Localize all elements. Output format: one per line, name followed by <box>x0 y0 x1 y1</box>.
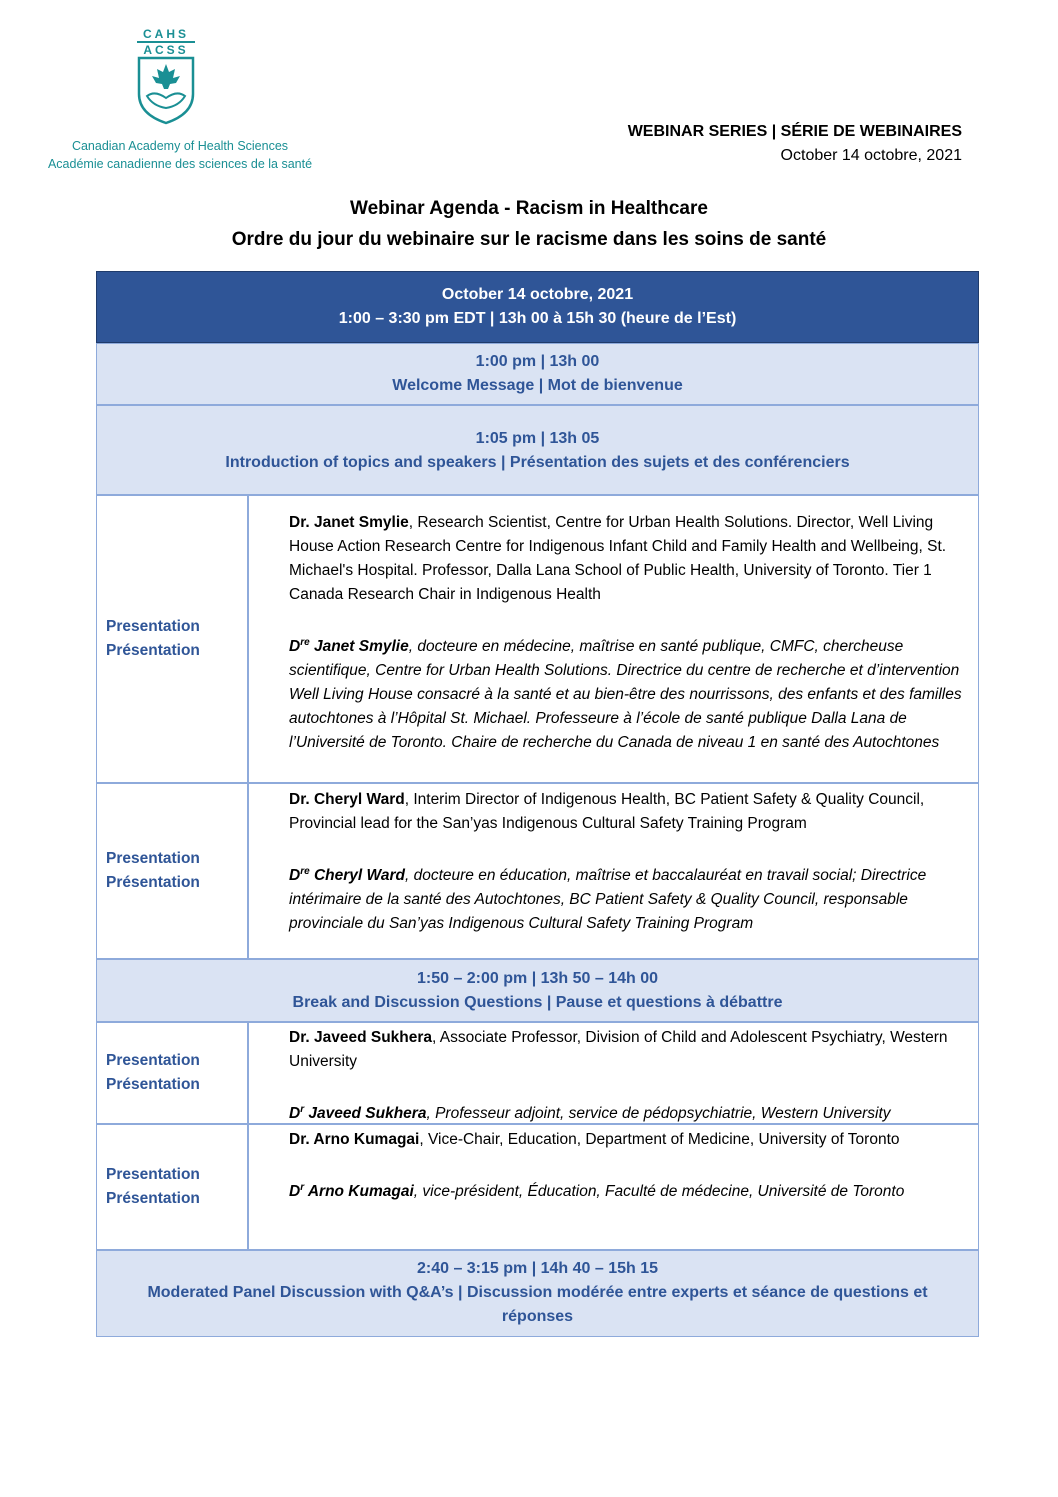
presentation-body <box>289 788 970 936</box>
speaker-name-en: Dr. Janet Smylie <box>289 514 409 531</box>
presentation-label-fr: Présentation <box>106 1076 200 1093</box>
logo-acronym-en: CAHS <box>142 27 190 41</box>
speaker-bio-fr <box>289 860 970 936</box>
presentation-label-en: Presentation <box>106 1052 200 1069</box>
intro-row <box>96 405 979 495</box>
presentation-body <box>289 1026 970 1126</box>
presentation-label-en: Presentation <box>106 618 200 635</box>
series-header <box>628 120 962 168</box>
speaker-desc-en: , Associate Professor, Division of Child and Adolescent Psychiatry, Western University <box>289 1029 948 1070</box>
presentation-row <box>96 1124 979 1250</box>
speaker-desc-en: , Research Scientist, Centre for Urban Health Solutions. Director, Well Living House Action Research Centre for Indigenous Infant Child and Family Health and Wellbeing, St. Michael's Hospital. Professor, Dalla Lana School of Public Health, University of Toronto. Tier 1 Canada Research Chair in Indigenous Health <box>289 514 947 603</box>
presentation-body <box>289 1128 970 1204</box>
panel-label: Moderated Panel Discussion with Q&A’s | Discussion modérée entre experts et séance de questions et réponses <box>147 1284 928 1325</box>
series-date: October 14 octobre, 2021 <box>780 147 962 164</box>
org-name-en: Canadian Academy of Health Sciences <box>71 139 289 153</box>
presentation-row <box>96 495 979 783</box>
page-subtitle: Ordre du jour du webinaire sur le racisme dans les soins de santé <box>231 229 827 250</box>
speaker-bio-fr <box>289 1098 970 1126</box>
break-time: 1:50 – 2:00 pm | 13h 50 – 14h 00 <box>416 970 659 987</box>
page-title: Webinar Agenda - Racism in Healthcare <box>350 198 708 219</box>
speaker-title-fr: Dre Janet Smylie <box>289 637 409 656</box>
presentation-row <box>96 1022 979 1124</box>
speaker-title-fr: $D^r$ Arno Kumagai <box>289 1182 414 1201</box>
presentation-label <box>97 1023 249 1123</box>
presentation-label <box>97 784 249 958</box>
cahs-logo <box>30 26 313 176</box>
presentation-label <box>97 496 249 782</box>
welcome-row <box>96 343 979 405</box>
speaker-name-en: Dr. Arno Kumagai <box>289 1131 420 1148</box>
logo-acronym-fr: ACSS <box>143 43 189 57</box>
speaker-bio-fr <box>289 631 970 755</box>
intro-time: 1:05 pm | 13h 05 <box>475 430 600 447</box>
agenda-header-time: 1:00 – 3:30 pm EDT | 13h 00 à 15h 30 (heure de l’Est) <box>338 310 737 327</box>
speaker-desc-fr: , vice-président, Éducation, Faculté de médecine, Université de Toronto <box>413 1183 905 1201</box>
speaker-title-fr: Dre Cheryl Ward <box>289 866 405 885</box>
org-name-fr: Académie canadienne des sciences de la santé <box>47 157 313 171</box>
speaker-name-en: Dr. Javeed Sukhera <box>289 1029 433 1046</box>
presentation-label <box>97 1125 249 1249</box>
welcome-label: Welcome Message | Mot de bienvenue <box>392 377 683 394</box>
speaker-bio-fr <box>289 1176 970 1204</box>
break-row <box>96 959 979 1022</box>
agenda-header-date: October 14 octobre, 2021 <box>441 286 634 303</box>
welcome-time: 1:00 pm | 13h 00 <box>475 353 600 370</box>
presentation-label-fr: Présentation <box>106 642 200 659</box>
panel-row <box>96 1250 979 1337</box>
speaker-bio-en <box>289 1128 970 1152</box>
speaker-desc-fr: , Professeur adjoint, service de pédopsychiatrie, Western University <box>426 1105 891 1123</box>
presentation-label-en: Presentation <box>106 1166 200 1183</box>
break-label: Break and Discussion Questions | Pause et questions à débattre <box>292 994 783 1011</box>
presentation-body <box>289 511 970 755</box>
series-title: WEBINAR SERIES | SÉRIE DE WEBINAIRES <box>627 123 962 140</box>
speaker-desc-fr: , docteure en éducation, maîtrise et baccalauréat en travail social; Directrice intérimaire de la santé des Autochtones, BC Patient Safety & Quality Council, responsable provinciale du San’yas Indigenous Cultural Safety Training Program <box>289 867 927 933</box>
intro-label: Introduction of topics and speakers | Présentation des sujets et des conférenciers <box>225 454 850 471</box>
speaker-bio-en <box>289 788 970 836</box>
speaker-desc-fr: , docteure en médecine, maîtrise en santé publique, CMFC, chercheuse scientifique, Centre for Urban Health Solutions. Directrice du centre de recherche et d’intervention Well Living House consacré à la santé et au bien-être des nourrissons, des enfants et des familles autochtones à l’Hôpital St. Michael. Professeure à l’école de santé publique Dalla Lana de l’Université de Toronto. Chaire de recherche du Canada de niveau 1 en santé des Autochtones <box>289 638 962 752</box>
presentation-row <box>96 783 979 959</box>
agenda-header <box>96 271 979 343</box>
presentation-label-fr: Présentation <box>106 1190 200 1207</box>
cahs-shield-icon <box>135 26 197 126</box>
speaker-desc-en: , Vice-Chair, Education, Department of Medicine, University of Toronto <box>419 1131 900 1148</box>
speaker-name-en: Dr. Cheryl Ward <box>289 791 405 808</box>
panel-time: 2:40 – 3:15 pm | 14h 40 – 15h 15 <box>416 1260 659 1277</box>
speaker-desc-en: , Interim Director of Indigenous Health, BC Patient Safety & Quality Council, Provincial lead for the San’yas Indigenous Cultural Safety Training Program <box>289 791 925 832</box>
speaker-title-fr: $D^r$ Javeed Sukhera <box>289 1104 427 1123</box>
speaker-bio-en <box>289 511 970 607</box>
speaker-bio-en <box>289 1026 970 1074</box>
presentation-label-fr: Présentation <box>106 874 200 891</box>
presentation-label-en: Presentation <box>106 850 200 867</box>
